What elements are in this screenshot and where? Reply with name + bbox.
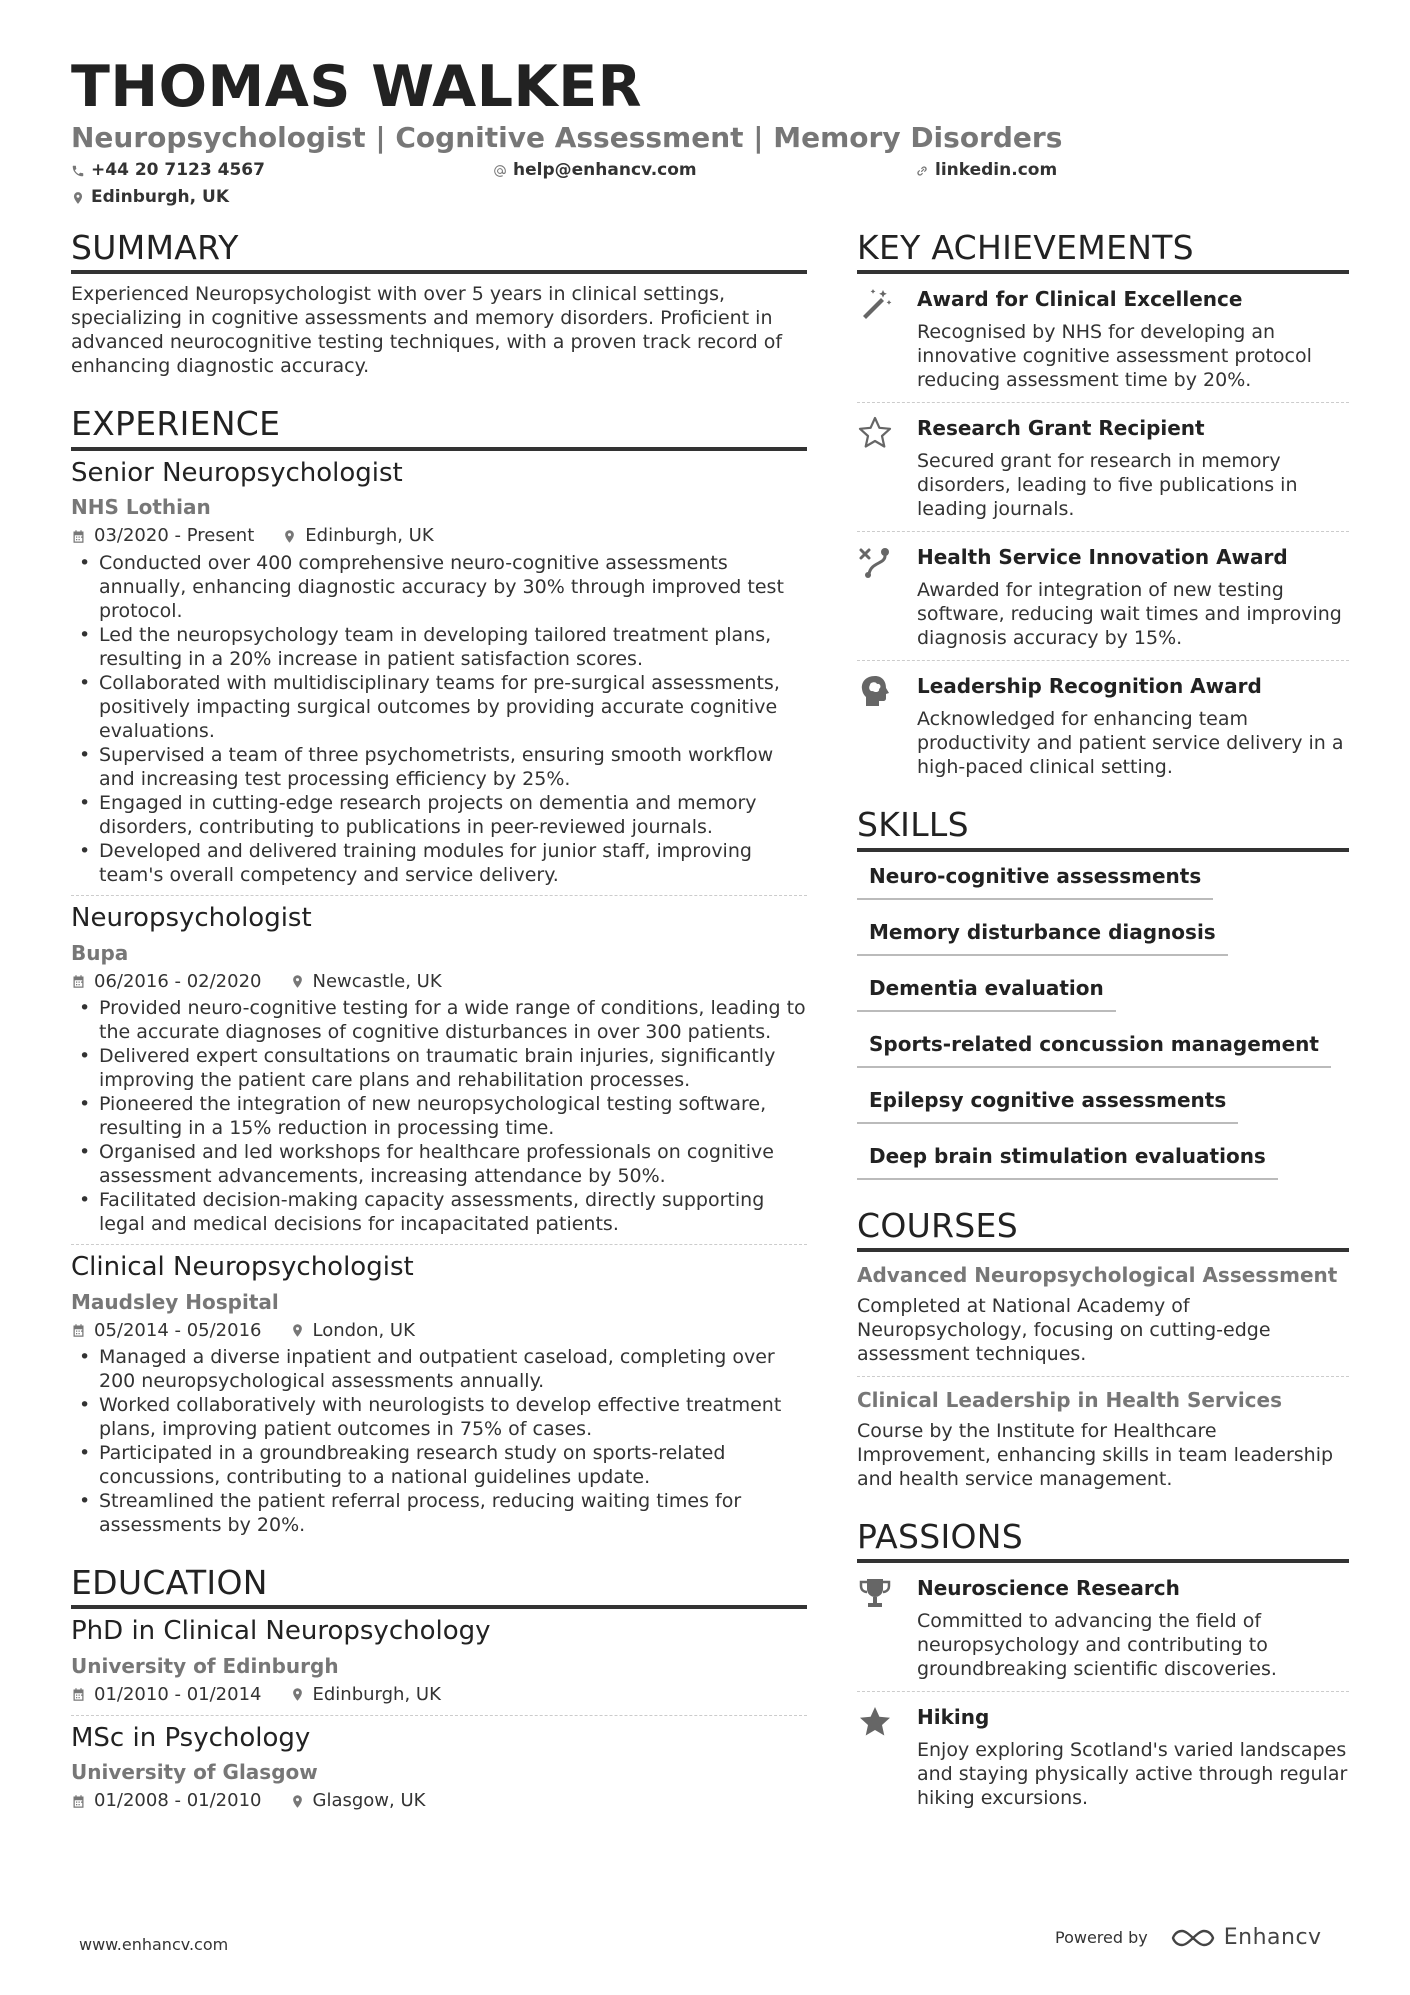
- achievement-item: [857, 274, 1349, 403]
- job-entry: [71, 451, 807, 896]
- passion-desc: Enjoy exploring Scotland's varied landscapes and staying physically active through regular hiking excursions.: [917, 1739, 1348, 1810]
- education-heading: EDUCATION: [71, 1565, 807, 1609]
- skill-tag: Deep brain stimulation evaluations: [857, 1144, 1278, 1180]
- achievement-title: Research Grant Recipient: [917, 416, 1205, 441]
- infinity-logo-icon: [1170, 1927, 1216, 1949]
- email-text[interactable]: help@enhancv.com: [513, 160, 697, 180]
- achievement-title: Health Service Innovation Award: [917, 545, 1288, 570]
- job-dates: 06/2016 - 02/2020: [94, 970, 262, 992]
- bullet-item: • Collaborated with multidisciplinary teams for pre-surgical assessments, positively impacting surgical outcomes by providing accurate cognitive evaluations.: [71, 671, 807, 743]
- achievement-title: Leadership Recognition Award: [917, 674, 1262, 699]
- job-title: Neuropsychologist: [71, 902, 312, 933]
- phone-icon: [71, 164, 85, 178]
- left-column: [71, 230, 807, 1821]
- bullet-item: • Provided neuro-cognitive testing for a wide range of conditions, leading to the accurate diagnoses of cognitive disturbances in over 300 patients.: [71, 996, 807, 1044]
- calendar-icon: [71, 1794, 86, 1809]
- skill-tag: Neuro-cognitive assessments: [857, 864, 1213, 900]
- achievement-title: Award for Clinical Excellence: [917, 287, 1243, 312]
- bullet-item: • Worked collaboratively with neurologists to develop effective treatment plans, improving patient outcomes in 75% of cases.: [71, 1393, 807, 1441]
- achievement-desc: Secured grant for research in memory disorders, leading to five publications in leading journals.: [917, 450, 1298, 521]
- enhancv-logo[interactable]: [1170, 1925, 1322, 1950]
- courses-heading: COURSES: [857, 1208, 1349, 1252]
- contact-phone: [71, 162, 265, 179]
- location-pin-icon: [290, 1794, 305, 1809]
- passion-item: [857, 1563, 1349, 1692]
- passion-item: [857, 1692, 1349, 1820]
- contact-linkedin[interactable]: [915, 162, 1057, 179]
- bullet-item: • Streamlined the patient referral process, reducing waiting times for assessments by 20%.: [71, 1489, 807, 1537]
- course-title: Advanced Neuropsychological Assessment: [857, 1262, 1338, 1287]
- school-name: University of Edinburgh: [71, 1654, 339, 1679]
- passion-title: Neuroscience Research: [917, 1576, 1180, 1601]
- job-meta: [71, 1319, 807, 1342]
- achievement-desc: Acknowledged for enhancing team productivity and patient service delivery in a high-paced clinical setting.: [917, 708, 1344, 779]
- location-pin-icon: [71, 191, 85, 205]
- skill-tag: Memory disturbance diagnosis: [857, 920, 1228, 956]
- bullet-item: • Organised and led workshops for healthcare professionals on cognitive assessment advancements, increasing attendance by 50%.: [71, 1140, 807, 1188]
- course-title: Clinical Leadership in Health Services: [857, 1387, 1282, 1412]
- job-bullets: [71, 1345, 807, 1537]
- job-bullets: [71, 551, 807, 887]
- powered-by-text: Powered by: [1055, 1928, 1148, 1947]
- summary-heading: SUMMARY: [71, 230, 807, 274]
- passion-title: Hiking: [917, 1705, 990, 1730]
- course-desc: Completed at National Academy of Neuropsychology, focusing on cutting-edge assessment techniques.: [857, 1294, 1271, 1365]
- calendar-icon: [71, 1687, 86, 1702]
- route-icon: [857, 544, 893, 580]
- star-outline-icon: [857, 415, 893, 451]
- education-entry: [71, 1716, 807, 1821]
- education-location: Edinburgh, UK: [312, 1684, 441, 1706]
- company-name: Maudsley Hospital: [71, 1289, 279, 1314]
- skills-heading: SKILLS: [857, 807, 1349, 851]
- bullet-item: • Managed a diverse inpatient and outpatient caseload, completing over 200 neuropsychological assessments annually.: [71, 1345, 807, 1393]
- calendar-icon: [71, 1323, 86, 1338]
- education-meta: [71, 1683, 807, 1706]
- location-pin-icon: [290, 1323, 305, 1338]
- job-title: Clinical Neuropsychologist: [71, 1251, 414, 1282]
- contact-email[interactable]: [493, 162, 697, 179]
- education-meta: [71, 1789, 807, 1812]
- passions-heading: PASSIONS: [857, 1519, 1349, 1563]
- footer-branding: [1055, 1925, 1322, 1950]
- star-filled-icon: [857, 1704, 893, 1740]
- job-location: London, UK: [312, 1319, 415, 1341]
- degree-title: MSc in Psychology: [71, 1722, 311, 1753]
- job-meta: [71, 970, 807, 993]
- degree-title: PhD in Clinical Neuropsychology: [71, 1616, 491, 1647]
- education-entry: [71, 1609, 807, 1715]
- job-dates: 03/2020 - Present: [94, 525, 255, 547]
- location-pin-icon: [290, 974, 305, 989]
- linkedin-text[interactable]: linkedin.com: [935, 160, 1058, 180]
- bullet-item: • Participated in a groundbreaking research study on sports-related concussions, contributing to a national guidelines update.: [71, 1441, 807, 1489]
- location-pin-icon: [282, 529, 297, 544]
- candidate-name: THOMAS WALKER: [71, 54, 643, 120]
- achievement-desc: Recognised by NHS for developing an innovative cognitive assessment protocol reducing assessment time by 20%.: [917, 321, 1312, 392]
- bullet-item: • Engaged in cutting-edge research projects on dementia and memory disorders, contributing to publications in peer-reviewed journals.: [71, 791, 807, 839]
- experience-heading: EXPERIENCE: [71, 406, 807, 450]
- job-title: Senior Neuropsychologist: [71, 457, 403, 488]
- achievement-item: [857, 661, 1349, 789]
- skills-list: [857, 852, 1349, 1186]
- bullet-item: • Supervised a team of three psychometrists, ensuring smooth workflow and increasing test processing efficiency by 25%.: [71, 743, 807, 791]
- calendar-icon: [71, 529, 86, 544]
- head-brain-icon: [857, 673, 893, 709]
- location-text: Edinburgh, UK: [91, 187, 229, 207]
- bullet-item: • Facilitated decision-making capacity assessments, directly supporting legal and medical decisions for incapacitated patients.: [71, 1188, 807, 1236]
- skill-tag: Epilepsy cognitive assessments: [857, 1088, 1238, 1124]
- education-dates: 01/2008 - 01/2010: [94, 1790, 262, 1812]
- company-name: Bupa: [71, 940, 129, 965]
- link-icon: [915, 164, 929, 178]
- achievement-item: [857, 403, 1349, 532]
- contact-location: [71, 189, 229, 206]
- achievement-item: [857, 532, 1349, 661]
- course-item: [857, 1252, 1349, 1377]
- education-dates: 01/2010 - 01/2014: [94, 1684, 262, 1706]
- job-entry: [71, 896, 807, 1245]
- trophy-icon: [857, 1575, 893, 1611]
- bullet-item: • Conducted over 400 comprehensive neuro-cognitive assessments annually, enhancing diagnostic accuracy by 30% through improved test protocol.: [71, 551, 807, 623]
- footer-website[interactable]: www.enhancv.com: [79, 1935, 229, 1954]
- job-bullets: [71, 996, 807, 1236]
- at-icon: [493, 164, 507, 178]
- brand-name: Enhancv: [1223, 1925, 1322, 1950]
- job-dates: 05/2014 - 05/2016: [94, 1319, 262, 1341]
- summary-text: Experienced Neuropsychologist with over 5 years in clinical settings, specializing in cognitive assessments and memory disorders. Proficient in advanced neurocognitive testing techniques, with a proven track record of enhancing diagnostic accuracy.: [71, 283, 783, 378]
- magic-wand-icon: [857, 286, 893, 322]
- calendar-icon: [71, 974, 86, 989]
- achievement-desc: Awarded for integration of new testing software, reducing wait times and improving diagnosis accuracy by 15%.: [917, 579, 1342, 650]
- course-item: [857, 1377, 1349, 1501]
- candidate-tagline: Neuropsychologist | Cognitive Assessment | Memory Disorders: [71, 121, 1063, 154]
- job-location: Newcastle, UK: [312, 970, 442, 992]
- job-entry: [71, 1245, 807, 1545]
- bullet-item: • Delivered expert consultations on traumatic brain injuries, significantly improving the patient care plans and rehabilitation processes.: [71, 1044, 807, 1092]
- passion-desc: Committed to advancing the field of neuropsychology and contributing to groundbreaking scientific discoveries.: [917, 1610, 1277, 1681]
- company-name: NHS Lothian: [71, 495, 211, 520]
- skill-tag: Dementia evaluation: [857, 976, 1116, 1012]
- job-meta: [71, 524, 807, 547]
- bullet-item: • Developed and delivered training modules for junior staff, improving team's overall competency and service delivery.: [71, 839, 807, 887]
- job-location: Edinburgh, UK: [305, 525, 434, 547]
- bullet-item: • Pioneered the integration of new neuropsychological testing software, resulting in a 15% reduction in processing time.: [71, 1092, 807, 1140]
- skill-tag: Sports-related concussion management: [857, 1032, 1331, 1068]
- education-location: Glasgow, UK: [312, 1790, 426, 1812]
- school-name: University of Glasgow: [71, 1760, 318, 1785]
- location-pin-icon: [290, 1687, 305, 1702]
- phone-text: +44 20 7123 4567: [91, 160, 265, 180]
- right-column: [857, 230, 1349, 1820]
- course-desc: Course by the Institute for Healthcare Improvement, enhancing skills in team leadership and health service management.: [857, 1419, 1334, 1490]
- achievements-heading: KEY ACHIEVEMENTS: [857, 230, 1349, 274]
- bullet-item: • Led the neuropsychology team in developing tailored treatment plans, resulting in a 20% increase in patient satisfaction scores.: [71, 623, 807, 671]
